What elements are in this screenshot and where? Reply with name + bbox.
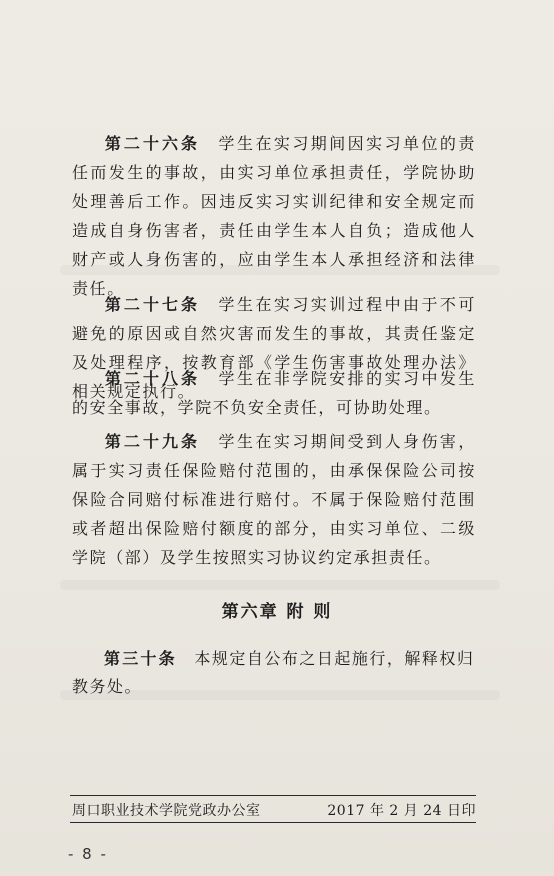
- article-28: [72, 364, 476, 422]
- page-number: - 8 -: [68, 845, 108, 863]
- print-date: 2017 年 2 月 24 日印: [327, 803, 476, 819]
- footer-top-rule: [70, 795, 476, 796]
- issuing-organization: 周口职业技术学院党政办公室: [72, 803, 261, 819]
- bleed-through-mark: [60, 580, 500, 590]
- article-30: [72, 645, 476, 701]
- article-29: [72, 427, 476, 572]
- article-text: 学生在非学院安排的实习中发生的安全事故，学院不负安全责任，可协助处理。: [72, 369, 476, 417]
- article-text: 学生在实习期间受到人身伤害，属于实习责任保险赔付范围的，由承保保险公司按保险合同赔付标准进行赔付。不属于保险赔付范围或者超出保险赔付额度的部分，由实习单位、二级学院（部）及学生按照实习协议约定承担责任。: [72, 432, 476, 567]
- article-26: [72, 129, 476, 303]
- article-text: 本规定自公布之日起施行，解释权归教务处。: [72, 649, 475, 696]
- article-number: 第三十条: [104, 649, 177, 668]
- article-number: 第二十八条: [104, 369, 201, 388]
- chapter-title: 第六章 附 则: [221, 602, 333, 622]
- article-text: 学生在实习实训过程中由于不可避免的原因或自然灾害而发生的事故，其责任鉴定及处理程序，按教育部《学生伤害事故处理办法》相关规定执行。: [72, 295, 476, 401]
- footer-bottom-rule: [70, 822, 476, 823]
- article-number: 第二十九条: [104, 432, 201, 451]
- article-text: 学生在实习期间因实习单位的责任而发生的事故，由实习单位承担责任，学院协助处理善后工作。因违反实习实训纪律和安全规定而造成自身伤害者，责任由学生本人自负；造成他人财产或人身伤害的，应由学生本人承担经济和法律责任。: [72, 134, 476, 298]
- article-number: 第二十七条: [104, 295, 201, 314]
- article-number: 第二十六条: [104, 134, 201, 153]
